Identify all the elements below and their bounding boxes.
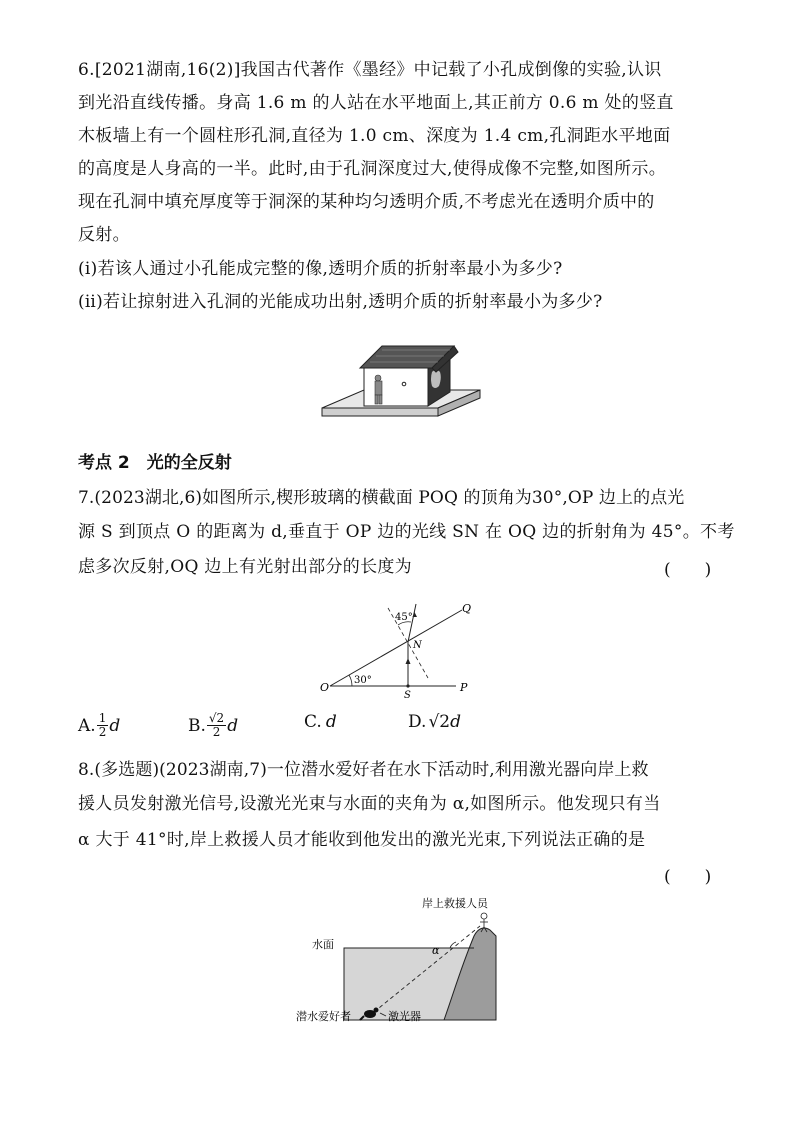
q6-line-3: 木板墙上有一个圆柱形孔洞,直径为 1.0 cm、深度为 1.4 cm,孔洞距水平地面 [78, 126, 671, 146]
q6-house-figure [320, 342, 490, 434]
q6-line-5: 现在孔洞中填充厚度等于洞深的某种均匀透明介质,不考虑光在透明介质中的 [78, 192, 655, 212]
q8-line-2: 援人员发射激光信号,设激光光束与水面的夹角为 α,如图所示。他发现只有当 [78, 794, 661, 814]
q6-sub-i: (ⅰ)若该人通过小孔能成完整的像,透明介质的折射率最小为多少? [78, 259, 563, 279]
q8-label-water: 水面 [312, 938, 334, 951]
q7-line-3: 虑多次反射,OQ 边上有光射出部分的长度为 [78, 557, 412, 577]
choice-d-variable: d [450, 712, 461, 732]
q7-label-o: O [320, 681, 330, 694]
q8-label-rescuer: 岸上救援人员 [422, 897, 488, 910]
section-heading: 考点 2 光的全反射 [78, 453, 232, 473]
q8-diver-figure [296, 892, 504, 1028]
choice-a-variable: d [109, 715, 121, 736]
q7-wedge-figure [316, 598, 486, 700]
choice-a-denominator: 2 [98, 725, 107, 739]
choice-b-variable: d [227, 715, 239, 736]
choice-b-fraction [207, 712, 226, 739]
q6-line-1: 6.[2021湖南,16(2)]我国古代著作《墨经》中记载了小孔成倒像的实验,认识 [78, 60, 662, 80]
choice-a-letter: A. [78, 715, 96, 736]
q7-angle-45: 45° [395, 612, 413, 623]
q8-label-alpha: α [432, 944, 440, 957]
q6-line-2: 到光沿直线传播。身高 1.6 m 的人站在水平地面上,其正前方 0.6 m 处的竖直 [78, 93, 674, 113]
q7-label-q: Q [462, 602, 472, 615]
choice-a-fraction [97, 712, 109, 739]
q8-line-3: α 大于 41°时,岸上救援人员才能收到他发出的激光光束,下列说法正确的是 [78, 830, 646, 850]
q7-line-1: 7.(2023湖北,6)如图所示,楔形玻璃的横截面 POQ 的顶角为30°,OP 边上的点光 [78, 488, 685, 508]
q7-label-p: P [460, 681, 468, 694]
q8-label-diver: 潜水爱好者 [296, 1010, 351, 1023]
q7-line-2: 源 S 到顶点 O 的距离为 d,垂直于 OP 边的光线 SN 在 OQ 边的折射角为 45°。不考 [78, 522, 735, 542]
choice-b-denominator: 2 [212, 725, 221, 739]
q6-line-6: 反射。 [78, 225, 130, 245]
q7-label-n: N [413, 640, 422, 651]
q7-choices [78, 712, 718, 744]
q6-sub-ii: (ⅱ)若让掠射进入孔洞的光能成功出射,透明介质的折射率最小为多少? [78, 292, 603, 312]
choice-b-numerator: √2 [208, 711, 225, 725]
choice-b-letter: B. [188, 715, 206, 736]
q7-choice-b[interactable] [188, 712, 238, 739]
q8-line-1: 8.(多选题)(2023湖南,7)一位潜水爱好者在水下活动时,利用激光器向岸上救 [78, 760, 649, 780]
q7-label-s: S [404, 690, 411, 701]
q8-answer-bracket: ( ) [664, 867, 712, 887]
q7-answer-bracket: ( ) [664, 560, 712, 580]
q7-choice-a[interactable] [78, 712, 120, 739]
choice-d-letter: D. [408, 712, 427, 732]
q8-label-laser: 激光器 [388, 1010, 421, 1023]
q6-line-4: 的高度是人身高的一半。此时,由于孔洞深度过大,使得成像不完整,如图所示。 [78, 159, 667, 179]
choice-a-numerator: 1 [98, 711, 107, 725]
q7-choice-d[interactable] [408, 712, 461, 732]
choice-c-variable: d [325, 712, 337, 732]
q7-choice-c[interactable] [304, 712, 337, 732]
choice-c-letter: C. [304, 712, 322, 732]
choice-d-root: √2 [428, 712, 451, 732]
q7-angle-30: 30° [354, 675, 372, 686]
